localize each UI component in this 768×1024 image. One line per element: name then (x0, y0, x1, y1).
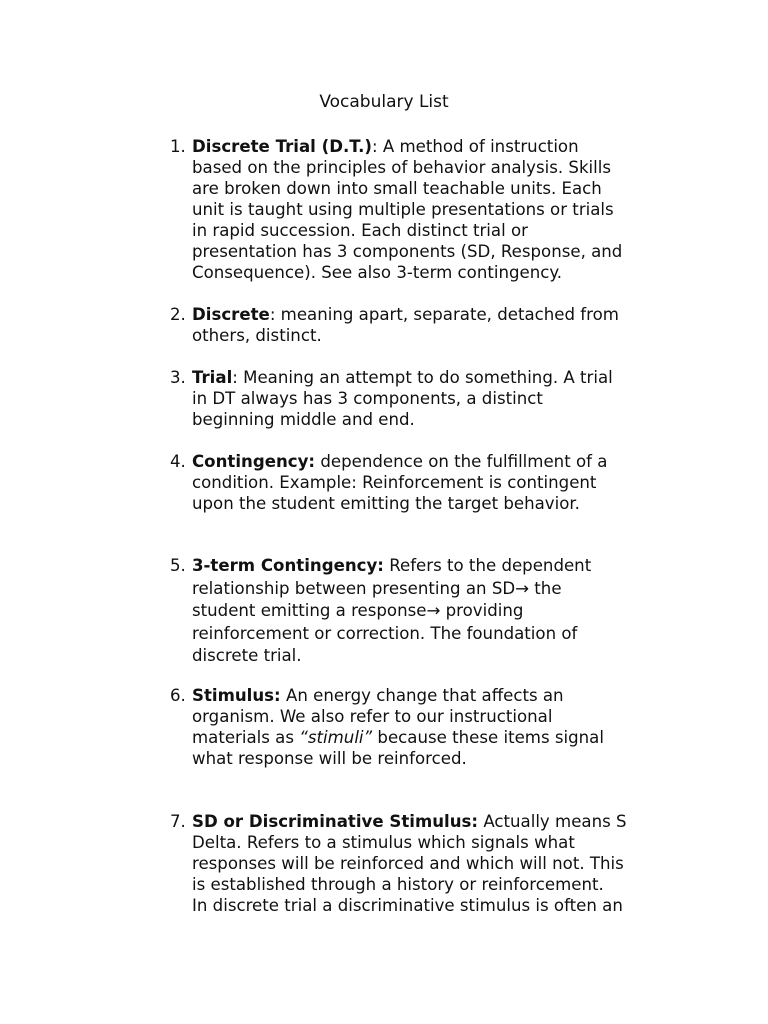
term-name: Contingency: (192, 452, 316, 471)
definition-line: unit is taught using multiple presentations or trials (192, 200, 614, 219)
term-name: Discrete (192, 305, 270, 324)
vocab-item-6 (170, 685, 660, 769)
definition-line: materials as “stimuli” because these items signal (192, 728, 604, 747)
item-number: 7. (170, 812, 186, 831)
vocab-item-1 (170, 136, 660, 283)
definition-line: discrete trial. (192, 646, 302, 665)
page-title: Vocabulary List (319, 92, 449, 112)
item-number: 6. (170, 686, 186, 705)
definition-line: In discrete trial a discriminative stimulus is often an (192, 896, 623, 915)
definition-line: Consequence). See also 3-term contingency. (192, 263, 563, 282)
item-number: 1. (170, 137, 186, 156)
term-definition-start: : A method of instruction (371, 137, 579, 156)
definition-line: beginning middle and end. (192, 410, 415, 429)
definition-line: based on the principles of behavior analysis. Skills (192, 158, 612, 177)
term-definition-start: dependence on the fulfillment of a (315, 452, 608, 471)
definition-line: student emitting a response→ providing (192, 601, 524, 620)
vocab-item-5 (170, 555, 660, 668)
vocab-item-3 (170, 367, 660, 430)
definition-line: what response will be reinforced. (192, 749, 467, 768)
term-definition-start: Actually means S (478, 812, 627, 831)
term-name: SD or Discriminative Stimulus: (192, 812, 479, 831)
vocab-item-7 (170, 811, 660, 916)
item-number: 3. (170, 368, 186, 387)
definition-line: responses will be reinforced and which will not. This (192, 854, 624, 873)
definition-line: condition. Example: Reinforcement is contingent (192, 473, 597, 492)
definition-line: relationship between presenting an SD→ the (192, 578, 562, 598)
italic-stimuli: “stimuli” (299, 728, 373, 747)
definition-line: is established through a history or reinforcement. (192, 875, 604, 894)
term-name: Trial (192, 368, 233, 387)
term-definition-start: An energy change that affects an (280, 686, 564, 705)
vocab-item-4 (170, 451, 660, 514)
definition-line: Delta. Refers to a stimulus which signals what (192, 833, 575, 852)
definition-line: upon the student emitting the target behavior. (192, 494, 580, 513)
term-name: 3-term Contingency: (192, 556, 384, 575)
term-name: Stimulus: (192, 686, 281, 705)
definition-line: reinforcement or correction. The foundation of (192, 623, 578, 643)
term-name: Discrete Trial (D.T.) (192, 137, 372, 156)
item-number: 2. (170, 305, 186, 324)
definition-line: in DT always has 3 components, a distinct (192, 389, 543, 408)
term-definition-start: Refers to the dependent (383, 556, 592, 575)
item-number: 5. (170, 556, 186, 575)
term-definition-start: : Meaning an attempt to do something. A trial (232, 368, 613, 387)
definition-line: organism. We also refer to our instructional (192, 707, 553, 726)
definition-line: presentation has 3 components (SD, Response, and (192, 242, 623, 261)
term-definition-start: : meaning apart, separate, detached from (269, 305, 619, 324)
definition-line: are broken down into small teachable units. Each (192, 179, 602, 198)
definition-line: others, distinct. (192, 326, 322, 345)
definition-line: in rapid succession. Each distinct trial or (192, 221, 528, 240)
item-number: 4. (170, 452, 186, 471)
vocab-item-2 (170, 304, 660, 346)
